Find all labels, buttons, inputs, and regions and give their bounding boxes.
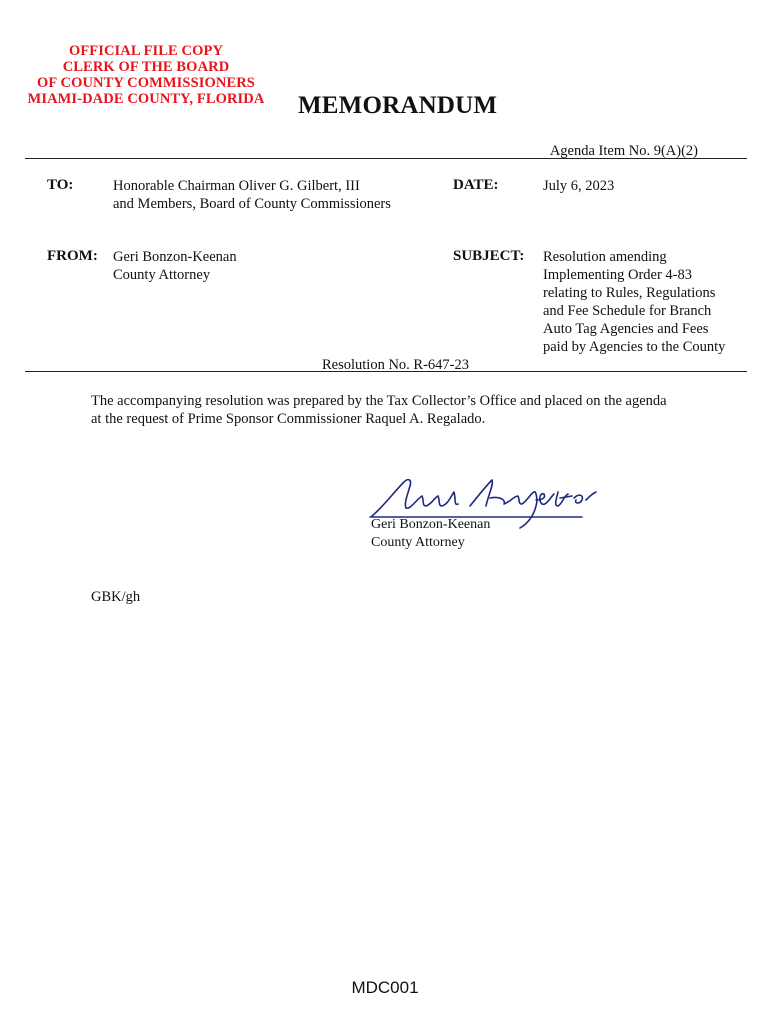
to-line: and Members, Board of County Commissioners: [113, 196, 391, 212]
date-label: DATE:: [453, 177, 499, 193]
subject-label: SUBJECT:: [453, 248, 525, 264]
to-recipients: [113, 177, 391, 213]
subject-line: Implementing Order 4-83: [543, 267, 692, 283]
signatory-title: County Attorney: [371, 535, 465, 550]
signatory-name: Geri Bonzon-Keenan: [371, 517, 491, 532]
stamp-line: CLERK OF THE BOARD: [62, 59, 230, 75]
subject-line: relating to Rules, Regulations: [543, 285, 716, 301]
body-line: at the request of Prime Sponsor Commissioner Raquel A. Regalado.: [91, 411, 486, 427]
memo-body: [91, 392, 711, 428]
page-footer-code: MDC001: [351, 978, 419, 997]
stamp-line: MIAMI-DADE COUNTY, FLORIDA: [27, 91, 265, 107]
agenda-item-number: Agenda Item No. 9(A)(2): [549, 143, 698, 159]
to-label: TO:: [47, 177, 74, 193]
official-file-copy-stamp: [20, 43, 272, 107]
body-line: The accompanying resolution was prepared by the Tax Collector’s Office and placed on the agenda: [91, 393, 667, 409]
signatory-block: [371, 516, 490, 552]
resolution-number: Resolution No. R-647-23: [322, 357, 470, 373]
from-label: FROM:: [47, 248, 98, 264]
subject-line: and Fee Schedule for Branch: [543, 303, 712, 319]
memo-title: MEMORANDUM: [298, 92, 498, 119]
subject-line: Resolution amending: [543, 249, 667, 265]
to-line: Honorable Chairman Oliver G. Gilbert, III: [113, 178, 360, 194]
subject-line: paid by Agencies to the County: [543, 339, 726, 355]
header-divider: [25, 158, 747, 159]
date-value: July 6, 2023: [543, 178, 615, 194]
from-line: County Attorney: [113, 267, 211, 283]
subject-text: [543, 248, 725, 356]
from-sender: [113, 248, 237, 284]
body-divider: [25, 371, 747, 372]
from-line: Geri Bonzon-Keenan: [113, 249, 237, 265]
subject-line: Auto Tag Agencies and Fees: [543, 321, 709, 337]
stamp-line: OF COUNTY COMMISSIONERS: [37, 75, 255, 91]
typist-initials: GBK/gh: [91, 589, 141, 605]
stamp-line: OFFICIAL FILE COPY: [68, 43, 224, 59]
